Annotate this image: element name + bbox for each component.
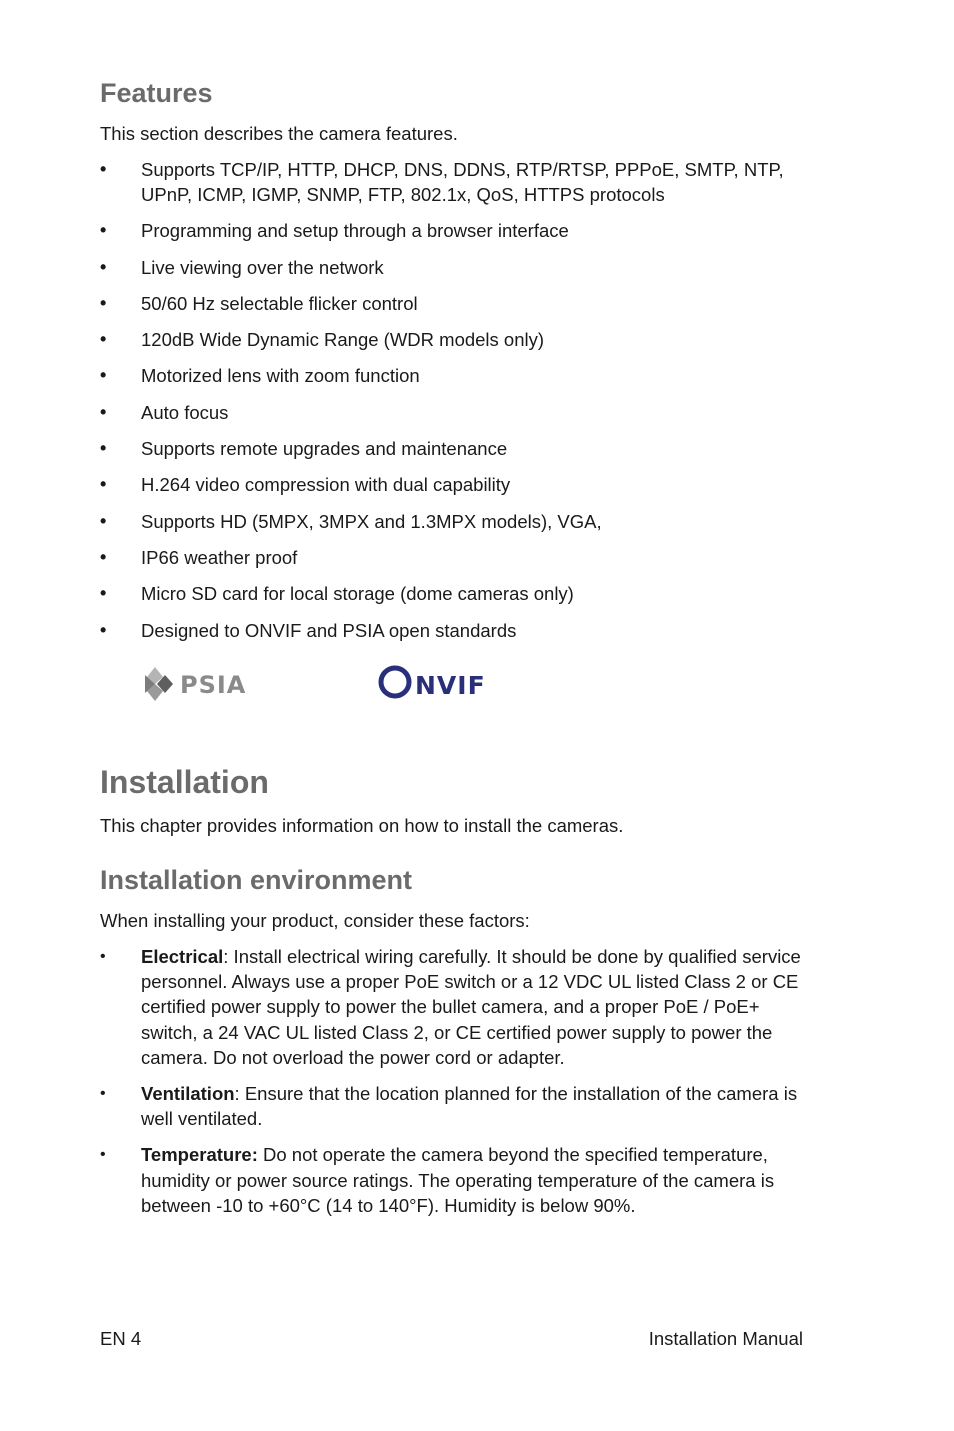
list-item-text: Micro SD card for local storage (dome cameras only) [141, 583, 574, 605]
psia-logo-graphic [143, 663, 263, 705]
svg-text:NVIF: NVIF [415, 671, 486, 700]
bullet: • [100, 256, 107, 277]
bullet: • [100, 546, 107, 567]
bullet: • [100, 159, 107, 179]
list-item-text: 120dB Wide Dynamic Range (WDR models only) [141, 329, 545, 351]
list-item [100, 363, 820, 388]
bullet: • [100, 583, 107, 604]
list-item-text: 50/60 Hz selectable flicker control [141, 292, 418, 314]
features-intro: This section describes the camera features. [100, 123, 458, 144]
list-item [100, 157, 820, 207]
list-item-text: Programming and setup through a browser interface [141, 220, 569, 242]
list-item-term: Ventilation [141, 1083, 235, 1105]
bullet: • [100, 474, 107, 495]
psia-mark-icon [145, 667, 173, 701]
environment-list [100, 944, 820, 1229]
list-item-text: : Ensure that the location planned for the installation of the camera is well ventilated. [141, 1083, 798, 1130]
bullet: • [100, 948, 106, 965]
list-item-text: Supports remote upgrades and maintenance [141, 438, 508, 460]
bullet: • [100, 220, 107, 241]
footer-title: Installation Manual [648, 1328, 803, 1349]
list-item [100, 472, 820, 497]
list-item-term: Electrical [141, 946, 224, 967]
svg-text:PSIA: PSIA [180, 671, 247, 699]
onvif-logo [378, 662, 498, 702]
bullet: • [100, 401, 107, 422]
bullet: • [100, 438, 107, 459]
list-item [100, 1081, 820, 1131]
list-item [100, 545, 820, 570]
list-item [100, 509, 820, 534]
list-item-text: Designed to ONVIF and PSIA open standards [141, 619, 517, 641]
bullet: • [100, 329, 107, 350]
bullet: • [100, 510, 107, 531]
list-item-text: Live viewing over the network [141, 256, 384, 278]
installation-heading: Installation [100, 764, 269, 800]
list-item [100, 255, 820, 280]
list-item [100, 581, 820, 606]
list-item-text: Supports TCP/IP, HTTP, DHCP, DNS, DDNS, RTP/RTSP, PPPoE, SMTP, NTP, UPnP, ICMP, IGMP, SNMP, FTP, 802.1x, QoS, HTTPS protocols [141, 159, 784, 205]
onvif-logo-graphic [378, 662, 498, 702]
bullet: • [100, 292, 107, 313]
list-item [100, 618, 820, 643]
list-item [100, 291, 820, 316]
bullet: • [100, 619, 107, 640]
list-item [100, 1142, 820, 1218]
list-item-text: Supports HD (5MPX, 3MPX and 1.3MPX models), VGA, [141, 510, 602, 532]
list-item-text: IP66 weather proof [141, 546, 298, 568]
list-item-text: Do not operate the camera beyond the specified temperature, humidity or power source ratings. The operating temperature of the camera is between -10 to +60°C (14 to 140°F). Humidity is below 90%. [141, 1144, 775, 1216]
footer-page-number: EN 4 [100, 1328, 142, 1349]
list-item [100, 400, 820, 425]
list-item [100, 436, 820, 461]
bullet: • [100, 1146, 106, 1164]
list-item-term: Temperature: [141, 1144, 258, 1166]
list-item [100, 218, 820, 243]
environment-intro: When installing your product, consider these factors: [100, 910, 530, 931]
features-heading: Features [100, 78, 213, 108]
list-item-text: : Install electrical wiring carefully. It should be done by qualified service personnel. Always use a proper PoE switch or a 12 VDC UL listed Class 2 or CE certified power supply to power the bullet camera, and a proper PoE / PoE+ switch, a 24 VAC UL listed Class 2, or CE certified power supply to power the camera. Do not overload the power cord or adapter. [141, 946, 801, 1068]
features-list [100, 157, 820, 654]
list-item-text: Motorized lens with zoom function [141, 365, 420, 387]
psia-logo [143, 663, 263, 705]
installation-intro: This chapter provides information on how to install the cameras. [100, 815, 624, 836]
list-item-text: H.264 video compression with dual capability [141, 474, 511, 496]
bullet: • [100, 365, 107, 386]
list-item [100, 327, 820, 352]
list-item [100, 944, 820, 1070]
list-item-text: Auto focus [141, 401, 229, 423]
environment-heading: Installation environment [100, 865, 413, 895]
bullet: • [100, 1085, 106, 1103]
